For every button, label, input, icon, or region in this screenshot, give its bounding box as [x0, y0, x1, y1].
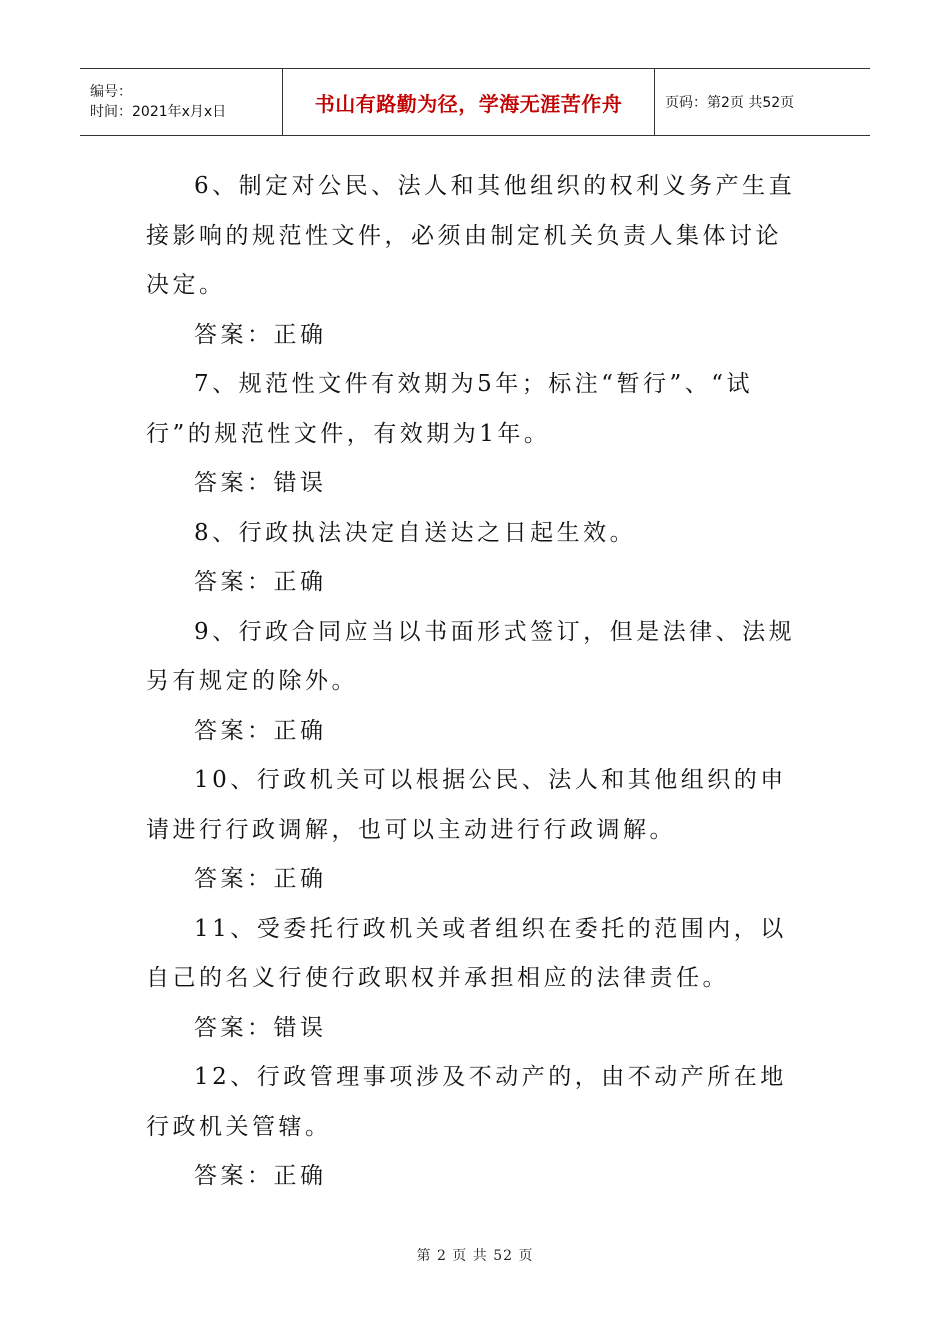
list-item	[146, 360, 806, 509]
footer-page-number: 第 2 页 共 52 页	[416, 1248, 534, 1264]
header-page-label: 页码：第2页 共52页	[665, 95, 795, 111]
answer-text: 答案：正确	[194, 569, 327, 595]
page-footer	[0, 1245, 950, 1265]
header-motto: 书山有路勤为径，学海无涯苦作舟	[314, 91, 623, 116]
list-item	[146, 509, 806, 608]
question-text: 6、制定对公民、法人和其他组织的权利义务产生直接影响的规范性文件，必须由制定机关负责人集体讨论决定。	[146, 173, 796, 298]
answer-text: 答案：正确	[194, 717, 327, 744]
answer-text: 答案：错误	[194, 470, 327, 496]
answer-text: 答案：正确	[194, 1163, 327, 1189]
question-text: 11、受委托行政机关或者组织在委托的范围内，以自己的名义行使行政职权并承担相应的法律责任。	[146, 915, 787, 991]
question-text: 10、行政机关可以根据公民、法人和其他组织的申请进行行政调解，也可以主动进行行政调解。	[146, 767, 787, 843]
answer-text: 答案：错误	[194, 1014, 327, 1041]
list-item	[146, 1053, 806, 1202]
question-text: 7、规范性文件有效期为5年；标注“暂行”、“试行”的规范性文件，有效期为1年。	[146, 371, 754, 447]
header-page-cell	[655, 69, 870, 135]
question-text: 8、行政执法决定自送达之日起生效。	[194, 519, 637, 546]
list-item	[146, 756, 806, 905]
document-body	[146, 162, 806, 1202]
list-item	[146, 162, 806, 360]
list-item	[146, 905, 806, 1054]
question-text: 9、行政合同应当以书面形式签订，但是法律、法规另有规定的除外。	[146, 618, 796, 694]
list-item	[146, 608, 806, 757]
header-motto-cell	[283, 69, 655, 135]
page-header	[80, 68, 870, 136]
question-text: 12、行政管理事项涉及不动产的，由不动产所在地行政机关管辖。	[146, 1064, 787, 1140]
answer-text: 答案：正确	[194, 866, 327, 892]
header-meta	[80, 69, 283, 135]
answer-text: 答案：正确	[194, 321, 327, 348]
document-date-label: 时间：2021年x月x日	[90, 104, 227, 120]
document-number-label: 编号：	[90, 84, 132, 100]
